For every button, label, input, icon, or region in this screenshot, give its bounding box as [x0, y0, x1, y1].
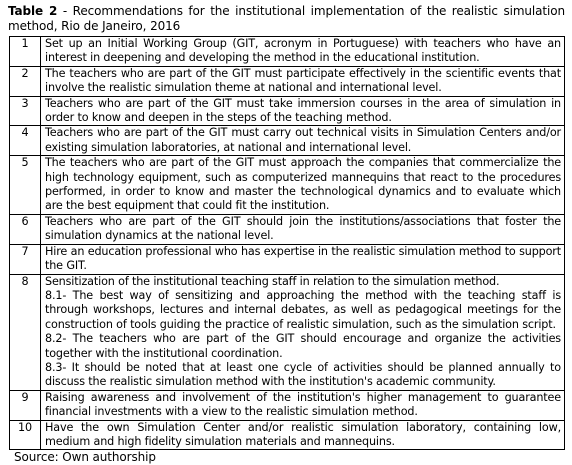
- table-caption: [8, 4, 565, 34]
- row-number: 4: [10, 126, 41, 156]
- recommendation-cell: [41, 390, 565, 420]
- table-source-note: Source: Own authorship: [14, 450, 156, 465]
- recommendation-text: 8.3- It should be noted that at least one cycle of activities should be planned annually to discuss the realistic simulation method with the institution's academic community.: [45, 360, 561, 389]
- recommendation-cell: [41, 126, 565, 156]
- table-row: [10, 214, 565, 244]
- row-number: 8: [10, 274, 41, 390]
- table-caption-text: - Recommendations for the institutional implementation of the realistic simulation method, Rio de Janeiro, 2016: [8, 4, 565, 33]
- row-number: 9: [10, 390, 41, 420]
- table-row: [10, 96, 565, 126]
- recommendation-text: Teachers who are part of the GIT should join the institutions/associations that foster the simulation dynamics at the national level.: [45, 214, 561, 243]
- recommendations-table-body: [10, 37, 565, 450]
- table-row: [10, 126, 565, 156]
- recommendation-text: Set up an Initial Working Group (GIT, acronym in Portuguese) with teachers who have an interest in deepening and developing the method in the educational institution.: [45, 37, 561, 65]
- row-number: 3: [10, 96, 41, 126]
- table-row: [10, 274, 565, 390]
- table-row: [10, 66, 565, 96]
- table-row: [10, 244, 565, 274]
- recommendation-text: The teachers who are part of the GIT must approach the companies that commercialize the high technology equipment, such as computerized mannequins that react to the procedures performed, in order to know and master the technological dynamics and to evaluate which are the best equipment that could fit the institution.: [45, 156, 561, 213]
- table-row: [10, 156, 565, 215]
- table-row: [10, 420, 565, 450]
- row-number: 6: [10, 214, 41, 244]
- recommendation-text: Teachers who are part of the GIT must take immersion courses in the area of simulation in order to know and deepen in the steps of the teaching method.: [45, 96, 561, 125]
- recommendation-text: 8.1- The best way of sensitizing and approaching the method with the teaching staff is through workshops, lectures and internal debates, as well as pedagogical meetings for the construction of tools guiding the practice of realistic simulation, such as the simulation script.: [45, 288, 561, 331]
- recommendation-cell: [41, 214, 565, 244]
- row-number: 10: [10, 420, 41, 450]
- recommendation-cell: [41, 37, 565, 67]
- recommendation-cell: [41, 66, 565, 96]
- recommendation-text: Teachers who are part of the GIT must carry out technical visits in Simulation Centers and/or existing simulation laboratories, at national and international level.: [45, 126, 561, 154]
- table-row: [10, 390, 565, 420]
- recommendation-cell: [41, 420, 565, 450]
- row-number: 5: [10, 156, 41, 215]
- recommendation-text: 8.2- The teachers who are part of the GIT should encourage and organize the activities together with the institutional coordination.: [45, 332, 561, 360]
- recommendation-cell: [41, 156, 565, 215]
- row-number: 7: [10, 244, 41, 274]
- recommendation-text: Sensitization of the institutional teaching staff in relation to the simulation method.: [45, 274, 500, 288]
- table-caption-label: Table 2: [8, 4, 58, 18]
- table-row: [10, 37, 565, 67]
- recommendations-table: [9, 36, 565, 450]
- recommendation-cell: [41, 96, 565, 126]
- recommendation-cell: [41, 244, 565, 274]
- recommendation-cell: [41, 274, 565, 390]
- row-number: 2: [10, 66, 41, 96]
- recommendation-text: Hire an education professional who has expertise in the realistic simulation method to support the GIT.: [45, 244, 561, 273]
- row-number: 1: [10, 37, 41, 67]
- recommendation-text: Raising awareness and involvement of the institution's higher management to guarantee financial investments with a view to the realistic simulation method.: [45, 390, 561, 419]
- recommendation-text: The teachers who are part of the GIT must participate effectively in the scientific events that involve the realistic simulation theme at national and international level.: [45, 66, 561, 95]
- recommendation-text: Have the own Simulation Center and/or realistic simulation laboratory, containing low, medium and high fidelity simulation materials and mannequins.: [45, 420, 561, 448]
